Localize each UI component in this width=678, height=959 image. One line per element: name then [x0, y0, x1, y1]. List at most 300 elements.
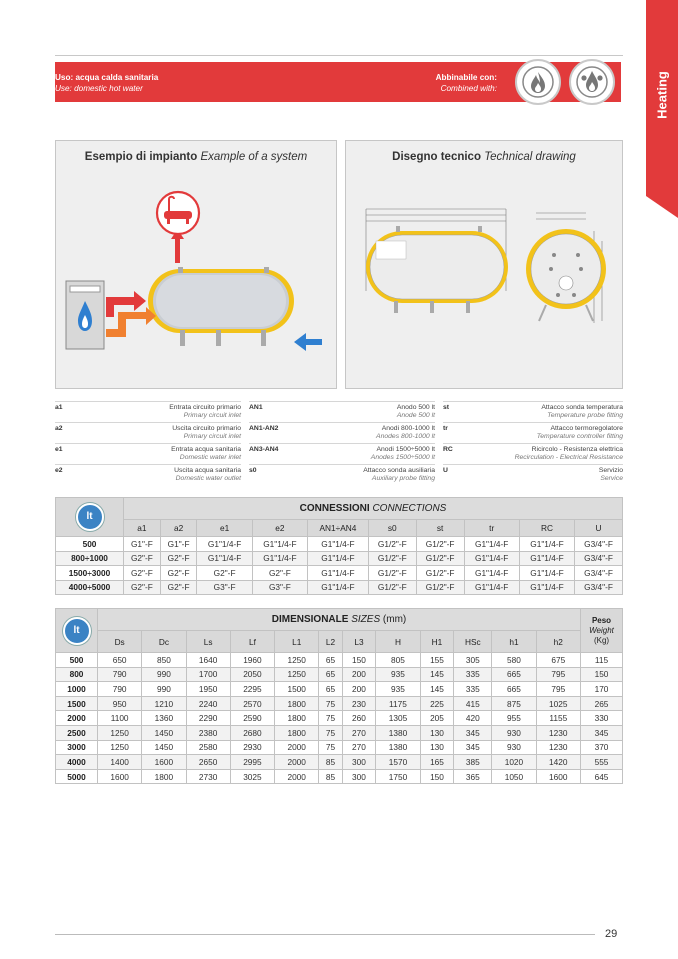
table-cell: 85 [319, 755, 342, 770]
table-cell: G2"-F [124, 566, 161, 581]
row-model: 1000 [56, 682, 98, 697]
table-cell: 1210 [142, 696, 186, 711]
legend-row [443, 401, 623, 423]
table-cell: G3/4"-F [575, 580, 623, 595]
legend-desc-en: Temperature probe fitting [547, 412, 623, 419]
table-cell: G1"1/4-F [308, 537, 369, 552]
table-cell: G2"-F [160, 551, 197, 566]
table-cell: G3"-F [252, 580, 307, 595]
table-cell: 1450 [142, 725, 186, 740]
legend-row [55, 422, 241, 444]
sizes-table [55, 608, 623, 784]
table-cell: 675 [536, 653, 580, 668]
table-cell: 1400 [98, 755, 142, 770]
legend-code: RC [443, 446, 453, 453]
legend-code: a1 [55, 404, 63, 411]
table-cell: 305 [454, 653, 492, 668]
table-row [56, 566, 623, 581]
table-cell: 420 [454, 711, 492, 726]
table-cell: 1250 [98, 740, 142, 755]
table-cell: 3025 [230, 769, 274, 784]
table-cell: 1570 [376, 755, 420, 770]
legend-row [249, 401, 435, 423]
table-cell: 150 [420, 769, 454, 784]
table-cell: G2"-F [124, 580, 161, 595]
table-cell: 270 [342, 725, 376, 740]
table-cell: G2"-F [252, 566, 307, 581]
table-cell: G1/2"-F [368, 551, 416, 566]
legend-desc-it: Attacco sonda ausiliaria [363, 467, 435, 474]
size-column-header: HSc [454, 631, 492, 653]
weight-cell: 265 [581, 696, 623, 711]
table-cell: G1"1/4-F [252, 551, 307, 566]
table-cell: 1600 [536, 769, 580, 784]
table-cell: 300 [342, 769, 376, 784]
connection-column-header: st [416, 520, 464, 537]
combined-label: Abbinabile con: [435, 73, 497, 82]
legend-desc [376, 425, 435, 441]
legend-row [249, 443, 435, 465]
legend-desc-it: Uscita circuito primario [172, 425, 241, 432]
table-cell: G1/2"-F [416, 537, 464, 552]
table-cell: G1/2"-F [368, 580, 416, 595]
size-column-header: Ls [186, 631, 230, 653]
row-model: 5000 [56, 769, 98, 784]
table-cell: 145 [420, 667, 454, 682]
side-tab [646, 0, 678, 220]
row-model: 4000 [56, 755, 98, 770]
table-cell: 130 [420, 725, 454, 740]
weight-cell: 645 [581, 769, 623, 784]
size-column-header: h2 [536, 631, 580, 653]
system-example-panel [55, 140, 337, 389]
table-row [56, 769, 623, 784]
legend-desc [174, 467, 241, 483]
table-cell: G1/2"-F [368, 537, 416, 552]
table-cell: 270 [342, 740, 376, 755]
use-label: Uso: acqua calda sanitaria [55, 73, 159, 82]
table-cell: 665 [492, 667, 536, 682]
legend-desc [171, 446, 241, 462]
table-cell: 2730 [186, 769, 230, 784]
table-cell: 200 [342, 667, 376, 682]
legend-desc [515, 446, 623, 462]
table-cell: 1800 [275, 711, 319, 726]
table-cell: 155 [420, 653, 454, 668]
table-cell: 2000 [275, 769, 319, 784]
system-diagram [56, 169, 336, 389]
table-row [56, 740, 623, 755]
table-cell: 875 [492, 696, 536, 711]
table-cell: 2290 [186, 711, 230, 726]
table-cell: 415 [454, 696, 492, 711]
table-cell: G1"1/4-F [197, 551, 252, 566]
table-cell: G3/4"-F [575, 551, 623, 566]
table-cell: 930 [492, 740, 536, 755]
legend-code: AN3-AN4 [249, 446, 279, 453]
sizes-unit: (mm) [382, 614, 407, 625]
table-row [56, 551, 623, 566]
table-cell: G3/4"-F [575, 566, 623, 581]
table-cell: 2570 [230, 696, 274, 711]
table-cell: 385 [454, 755, 492, 770]
table-cell: 990 [142, 682, 186, 697]
table-row [56, 696, 623, 711]
page-number: 29 [605, 928, 618, 940]
table-cell: 75 [319, 740, 342, 755]
legend-code: s0 [249, 467, 257, 474]
legend-code: st [443, 404, 450, 411]
legend-desc-en: Temperature controller fitting [536, 433, 623, 440]
table-cell: 1600 [142, 755, 186, 770]
legend-desc [172, 425, 241, 441]
connection-column-header: e1 [197, 520, 252, 537]
weight-cell: 330 [581, 711, 623, 726]
system-title-it: Esempio di impianto [84, 151, 198, 163]
table-cell: 1420 [536, 755, 580, 770]
table-cell: 1600 [98, 769, 142, 784]
table-cell: 2995 [230, 755, 274, 770]
table-cell: 580 [492, 653, 536, 668]
table-cell: 650 [98, 653, 142, 668]
footer-rule [55, 934, 595, 935]
table-cell: 1800 [275, 725, 319, 740]
table-cell: G1"1/4-F [252, 537, 307, 552]
size-column-header: H [376, 631, 420, 653]
table-cell: 1960 [230, 653, 274, 668]
table-cell: 2380 [186, 725, 230, 740]
size-column-header: L3 [342, 631, 376, 653]
table-cell: G1/2"-F [416, 566, 464, 581]
table-row [56, 755, 623, 770]
table-row [56, 537, 623, 552]
legend-desc-it: Anodi 800-1000 lt [381, 425, 435, 432]
legend-desc [169, 404, 241, 420]
legend-desc-en: Anodes 1500÷5000 lt [370, 454, 435, 461]
table-cell: 260 [342, 711, 376, 726]
table-cell: 300 [342, 755, 376, 770]
size-column-header: L1 [275, 631, 319, 653]
table-cell: G1"1/4-F [464, 537, 519, 552]
size-column-header: H1 [420, 631, 454, 653]
table-cell: G1"1/4-F [308, 566, 369, 581]
weight-header [581, 609, 623, 653]
table-cell: 1800 [275, 696, 319, 711]
row-model: 500 [56, 653, 98, 668]
legend-desc-en: Domestic water inlet [179, 454, 241, 461]
table-row [56, 682, 623, 697]
sizes-title-en: SIZES [351, 614, 381, 625]
legend-desc-it: Ricircolo - Resistenza elettrica [531, 446, 623, 453]
top-rule [55, 55, 623, 56]
table-cell: 2295 [230, 682, 274, 697]
table-cell: 1250 [275, 667, 319, 682]
sizes-badge-cell [56, 609, 98, 653]
table-cell: G1"1/4-F [308, 580, 369, 595]
row-model: 800 [56, 667, 98, 682]
weight-cell: 345 [581, 725, 623, 740]
legend-code: e1 [55, 446, 63, 453]
table-cell: 345 [454, 740, 492, 755]
weight-cell: 370 [581, 740, 623, 755]
table-cell: 950 [98, 696, 142, 711]
technical-drawing-panel [345, 140, 623, 389]
table-cell: G3"-F [197, 580, 252, 595]
table-cell: 1250 [275, 653, 319, 668]
legend-desc [537, 425, 623, 441]
legend-desc-en: Recirculation - Electrical Resistance [514, 454, 623, 461]
weight-cell: 555 [581, 755, 623, 770]
legend-desc-it: Servizio [598, 467, 623, 474]
table-cell: 795 [536, 682, 580, 697]
table-cell: 790 [98, 682, 142, 697]
legend-row [55, 443, 241, 465]
table-cell: 225 [420, 696, 454, 711]
table-cell: G1"1/4-F [519, 537, 574, 552]
table-cell: 75 [319, 711, 342, 726]
table-cell: 65 [319, 682, 342, 697]
technical-drawing [346, 171, 622, 386]
table-cell: 230 [342, 696, 376, 711]
condensing-boiler-icon [569, 59, 615, 105]
legend-desc [599, 467, 623, 483]
sizes-title-it: DIMENSIONALE [271, 614, 349, 625]
table-cell: G1"1/4-F [519, 551, 574, 566]
legend-desc-en: Service [600, 475, 623, 482]
legend-desc [541, 404, 623, 420]
legend-code: e2 [55, 467, 63, 474]
legend-desc-en: Auxiliary probe fitting [371, 475, 435, 482]
table-cell: G1"1/4-F [308, 551, 369, 566]
connections-title-it: CONNESSIONI [299, 503, 370, 514]
legend-desc [371, 446, 435, 462]
legend-desc-it: Entrata acqua sanitaria [171, 446, 241, 453]
table-cell: G1"1/4-F [464, 551, 519, 566]
row-model: 2500 [56, 725, 98, 740]
table-cell: G1"1/4-F [464, 580, 519, 595]
table-cell: 1230 [536, 725, 580, 740]
table-cell: G2"-F [124, 551, 161, 566]
legend-code: AN1 [249, 404, 263, 411]
table-cell: G1"-F [124, 537, 161, 552]
connections-title-en: CONNECTIONS [372, 503, 447, 514]
weight-cell: 150 [581, 667, 623, 682]
sizes-title [98, 609, 581, 631]
table-row [56, 725, 623, 740]
size-column-header: Lf [230, 631, 274, 653]
row-model: 3000 [56, 740, 98, 755]
legend-row [55, 464, 241, 486]
legend-desc-en: Domestic water outlet [175, 475, 241, 482]
table-cell: 2050 [230, 667, 274, 682]
table-cell: 2000 [275, 755, 319, 770]
legend-desc-en: Primary circuit inlet [183, 433, 241, 440]
use-label-en: Use: domestic hot water [55, 84, 143, 93]
table-cell: 205 [420, 711, 454, 726]
legend-desc-it: Attacco termoregolatore [550, 425, 623, 432]
table-cell: 1100 [98, 711, 142, 726]
table-cell: 335 [454, 682, 492, 697]
connections-title [124, 498, 623, 520]
size-column-header: Ds [98, 631, 142, 653]
table-cell: 1305 [376, 711, 420, 726]
table-cell: G1/2"-F [416, 551, 464, 566]
weight-cell: 170 [581, 682, 623, 697]
table-cell: 75 [319, 696, 342, 711]
table-cell: 150 [342, 653, 376, 668]
table-cell: G2"-F [197, 566, 252, 581]
connections-table [55, 497, 623, 595]
table-cell: G2"-F [160, 580, 197, 595]
system-example-title [56, 151, 336, 163]
legend-row [443, 464, 623, 486]
legend-row [443, 422, 623, 444]
table-cell: 955 [492, 711, 536, 726]
table-cell: 1380 [376, 725, 420, 740]
header-banner [55, 62, 621, 102]
table-cell: 1020 [492, 755, 536, 770]
combined-label-en: Combined with: [440, 84, 497, 93]
table-cell: 65 [319, 653, 342, 668]
table-cell: 345 [454, 725, 492, 740]
table-cell: 795 [536, 667, 580, 682]
table-cell: 1750 [376, 769, 420, 784]
table-cell: 2650 [186, 755, 230, 770]
table-cell: 165 [420, 755, 454, 770]
weight-title-it: Peso [591, 615, 612, 625]
legend-desc-en: Anode 500 lt [396, 412, 435, 419]
size-column-header: Dc [142, 631, 186, 653]
table-cell: 130 [420, 740, 454, 755]
legend-code: U [443, 467, 448, 474]
row-model: 4000÷5000 [56, 580, 124, 595]
table-cell: 145 [420, 682, 454, 697]
connection-column-header: RC [519, 520, 574, 537]
gas-boiler-icon [515, 59, 561, 105]
table-cell: G1"1/4-F [464, 566, 519, 581]
liters-badge-icon: lt [63, 617, 91, 645]
table-cell: 935 [376, 667, 420, 682]
table-row [56, 667, 623, 682]
table-cell: 1640 [186, 653, 230, 668]
table-cell: G1"1/4-F [197, 537, 252, 552]
row-model: 1500÷3000 [56, 566, 124, 581]
legend-desc [363, 467, 435, 483]
legend-desc-en: Anodes 800-1000 lt [376, 433, 435, 440]
table-cell: 365 [454, 769, 492, 784]
legend-desc-it: Entrata circuito primario [169, 404, 241, 411]
table-cell: 1800 [142, 769, 186, 784]
table-cell: 2000 [275, 740, 319, 755]
table-cell: 1700 [186, 667, 230, 682]
table-cell: 805 [376, 653, 420, 668]
table-cell: 850 [142, 653, 186, 668]
table-cell: 1950 [186, 682, 230, 697]
system-title-en: Example of a system [200, 151, 308, 163]
legend-desc-it: Attacco sonda temperatura [541, 404, 623, 411]
technical-drawing-title [346, 151, 622, 163]
legend-code: a2 [55, 425, 63, 432]
row-model: 500 [56, 537, 124, 552]
table-cell: 1380 [376, 740, 420, 755]
legend-row [55, 401, 241, 423]
table-cell: 200 [342, 682, 376, 697]
size-column-header: h1 [492, 631, 536, 653]
table-cell: 2590 [230, 711, 274, 726]
table-cell: 1500 [275, 682, 319, 697]
table-cell: 990 [142, 667, 186, 682]
drawing-title-it: Disegno tecnico [392, 151, 481, 163]
connection-column-header: a2 [160, 520, 197, 537]
row-model: 800÷1000 [56, 551, 124, 566]
table-cell: G1"1/4-F [519, 566, 574, 581]
row-model: 2000 [56, 711, 98, 726]
table-cell: 1250 [98, 725, 142, 740]
table-cell: 2680 [230, 725, 274, 740]
table-cell: 1025 [536, 696, 580, 711]
table-cell: 935 [376, 682, 420, 697]
table-row [56, 711, 623, 726]
table-cell: 1155 [536, 711, 580, 726]
table-cell: 1360 [142, 711, 186, 726]
connection-column-header: a1 [124, 520, 161, 537]
weight-cell: 115 [581, 653, 623, 668]
connection-column-header: e2 [252, 520, 307, 537]
table-cell: 665 [492, 682, 536, 697]
drawing-title-en: Technical drawing [484, 151, 576, 163]
table-cell: G1/2"-F [368, 566, 416, 581]
legend-row [249, 422, 435, 444]
table-cell: 1450 [142, 740, 186, 755]
table-cell: 1175 [376, 696, 420, 711]
combined-block [436, 72, 497, 94]
table-row [56, 653, 623, 668]
connection-column-header: AN1÷AN4 [308, 520, 369, 537]
table-cell: G1/2"-F [416, 580, 464, 595]
table-cell: G2"-F [160, 566, 197, 581]
use-block [55, 72, 158, 94]
table-cell: G1"-F [160, 537, 197, 552]
table-cell: 2930 [230, 740, 274, 755]
row-model: 1500 [56, 696, 98, 711]
legend-desc-it: Uscita acqua sanitaria [174, 467, 241, 474]
connection-column-header: tr [464, 520, 519, 537]
side-tab-label: Heating [654, 71, 670, 119]
table-cell: 1230 [536, 740, 580, 755]
table-cell: 1050 [492, 769, 536, 784]
table-cell: 790 [98, 667, 142, 682]
connection-column-header: U [575, 520, 623, 537]
legend-desc-it: Anodi 1500÷5000 lt [376, 446, 435, 453]
table-cell: G3/4"-F [575, 537, 623, 552]
weight-unit: (Kg) [593, 635, 610, 645]
table-cell: 2240 [186, 696, 230, 711]
legend-desc-en: Primary circuit inlet [183, 412, 241, 419]
table-cell: 930 [492, 725, 536, 740]
legend-code: AN1-AN2 [249, 425, 279, 432]
table-cell: 335 [454, 667, 492, 682]
legend-row [443, 443, 623, 465]
weight-title-en: Weight [589, 625, 614, 635]
table-cell: 85 [319, 769, 342, 784]
connection-column-header: s0 [368, 520, 416, 537]
table-cell: 65 [319, 667, 342, 682]
table-cell: G1"1/4-F [519, 580, 574, 595]
legend-code: tr [443, 425, 448, 432]
table-cell: 2580 [186, 740, 230, 755]
connections-badge-cell [56, 498, 124, 537]
size-column-header: L2 [319, 631, 342, 653]
